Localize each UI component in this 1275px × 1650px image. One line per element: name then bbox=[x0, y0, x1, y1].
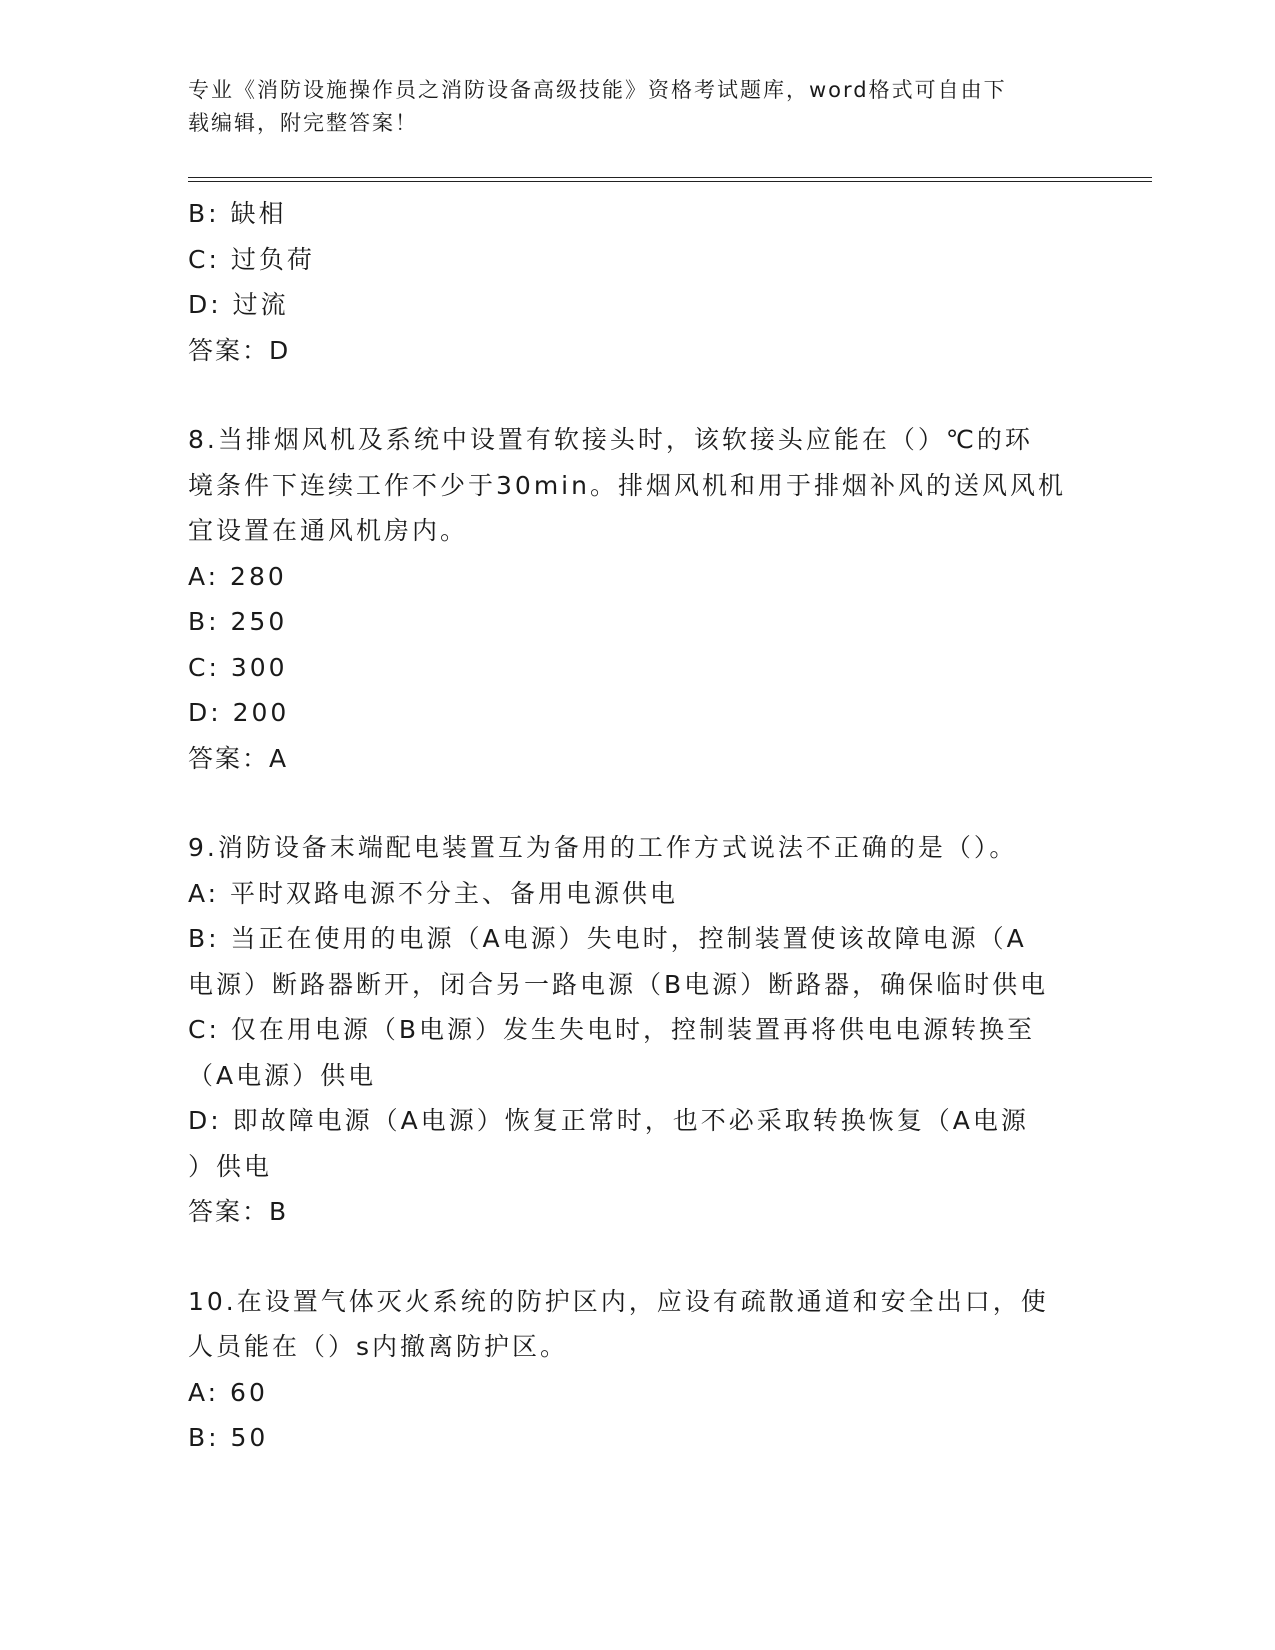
option-a: A: 平时双路电源不分主、备用电源供电 bbox=[188, 878, 679, 908]
option-b: B: 当正在使用的电源（A电源）失电时，控制装置使该故障电源（A bbox=[188, 924, 1027, 953]
spacer bbox=[188, 781, 1088, 825]
question-stem: 9.消防设备末端配电装置互为备用的工作方式说法不正确的是（）。 bbox=[188, 833, 1018, 862]
option-d: D: 即故障电源（A电源）恢复正常时，也不必采取转换恢复（A电源 bbox=[188, 1106, 1029, 1135]
document-header bbox=[188, 74, 1068, 140]
option-d-continued: ）供电 bbox=[188, 1151, 273, 1181]
spacer bbox=[188, 1235, 1088, 1279]
question-list bbox=[188, 191, 1088, 1461]
option-b: B: 缺相 bbox=[188, 199, 287, 228]
header-line: 载编辑，附完整答案！ bbox=[188, 111, 418, 135]
question-stem: 8.当排烟风机及系统中设置有软接头时，该软接头应能在（）℃的环 bbox=[188, 425, 1033, 454]
answer-line: 答案：B bbox=[188, 1197, 289, 1226]
option-b: B: 250 bbox=[188, 607, 288, 636]
question-stem: 境条件下连续工作不少于30min。排烟风机和用于排烟补风的送风风机 bbox=[188, 470, 1066, 500]
option-d: D: 过流 bbox=[188, 290, 289, 319]
question-9 bbox=[188, 825, 1088, 1235]
option-b-continued: 电源）断路器断开，闭合另一路电源（B电源）断路器，确保临时供电 bbox=[188, 969, 1049, 999]
question-stem: 宜设置在通风机房内。 bbox=[188, 516, 469, 545]
option-c: C: 过负荷 bbox=[188, 244, 315, 274]
question-10 bbox=[188, 1279, 1088, 1461]
option-c: C: 仅在用电源（B电源）发生失电时，控制装置再将供电电源转换至 bbox=[188, 1015, 1035, 1044]
header-line: 专业《消防设施操作员之消防设备高级技能》资格考试题库，word格式可自由下 bbox=[188, 78, 1007, 102]
option-d: D: 200 bbox=[188, 698, 290, 727]
question-stem: 人员能在（）s内撤离防护区。 bbox=[188, 1332, 569, 1361]
spacer bbox=[188, 373, 1088, 417]
option-b: B: 50 bbox=[188, 1423, 269, 1452]
option-c: C: 300 bbox=[188, 652, 288, 682]
header-divider bbox=[188, 181, 1152, 182]
option-a: A: 60 bbox=[188, 1377, 268, 1407]
answer-line: 答案：A bbox=[188, 743, 289, 773]
question-8 bbox=[188, 417, 1088, 781]
option-a: A: 280 bbox=[188, 561, 287, 591]
option-c-continued: （A电源）供电 bbox=[188, 1060, 377, 1090]
question-7 bbox=[188, 191, 1088, 373]
question-stem: 10.在设置气体灭火系统的防护区内，应设有疏散通道和安全出口，使 bbox=[188, 1286, 1049, 1316]
answer-line: 答案：D bbox=[188, 335, 291, 365]
header-divider bbox=[188, 177, 1152, 178]
